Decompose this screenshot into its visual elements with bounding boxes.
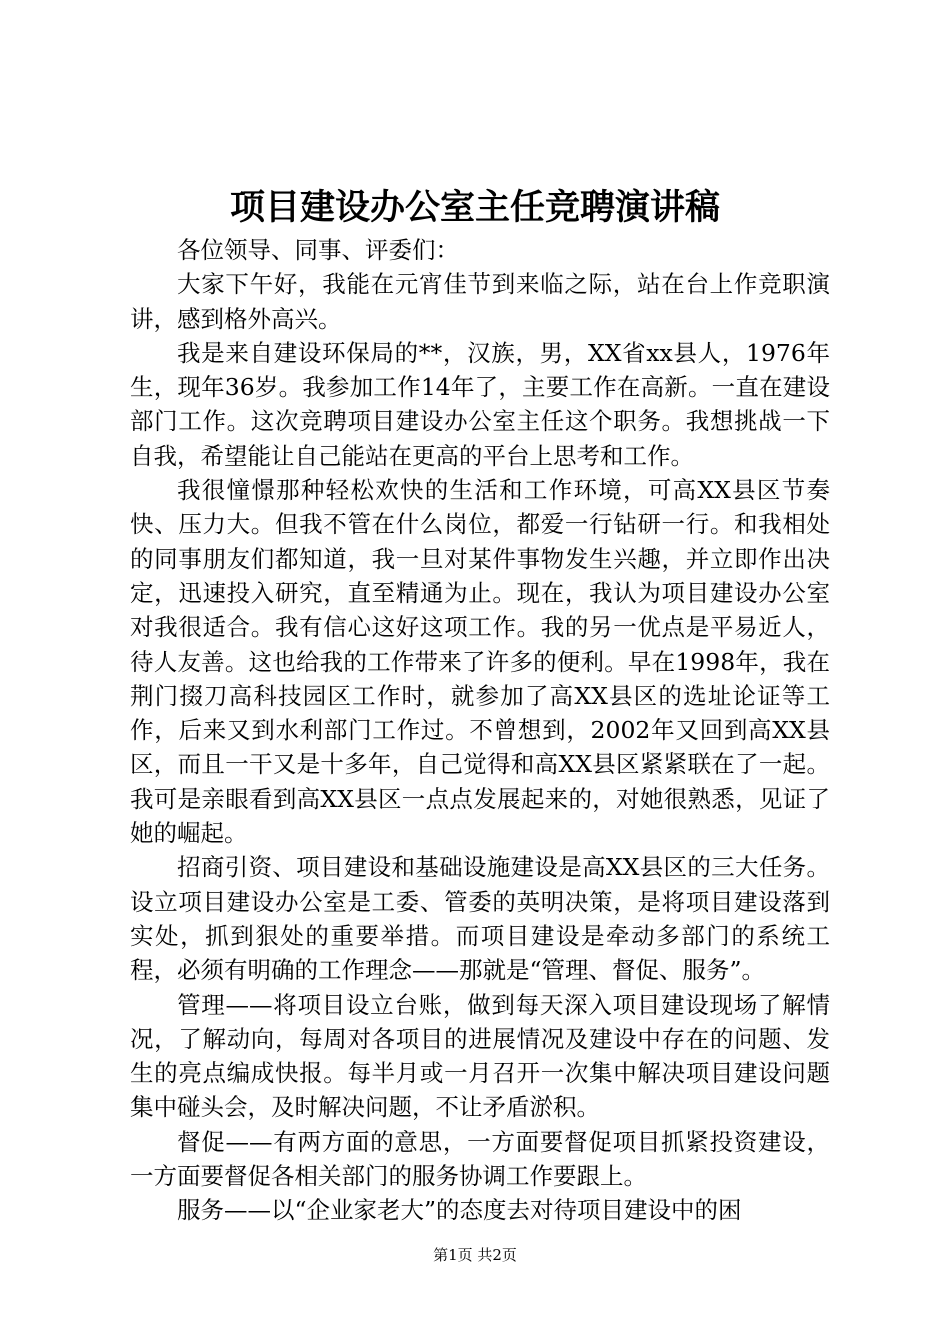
body-paragraph: 管理——将项目设立台账，做到每天深入项目建设现场了解情况，了解动向，每周对各项目的进展情况及建设中存在的问题、发生的亮点编成快报。每半月或一月召开一次集中解决项目建设问题集中碰头会，及时解决问题，不让矛盾淤积。 [130,990,830,1122]
body-paragraph: 我很憧憬那种轻松欢快的生活和工作环境，可高XX县区节奏快、压力大。但我不管在什么岗位，都爱一行钻研一行。和我相处的同事朋友们都知道，我一旦对某件事物发生兴趣，并立即作出决定，迅速投入研究，直至精通为止。现在，我认为项目建设办公室对我很适合。我有信心这好这项工作。我的另一优点是平易近人，待人友善。这也给我的工作带来了许多的便利。早在1998年，我在荆门掇刀高科技园区工作时，就参加了高XX县区的选址论证等工作，后来又到水利部门工作过。不曾想到，2002年又回到高XX县区，而且一干又是十多年，自己觉得和高XX县区紧紧联在了一起。我可是亲眼看到高XX县区一点点发展起来的，对她很熟悉，见证了她的崛起。 [130,476,830,848]
body-paragraph: 大家下午好，我能在元宵佳节到来临之际，站在台上作竞职演讲，感到格外高兴。 [130,270,830,333]
body-paragraph: 招商引资、项目建设和基础设施建设是高XX县区的三大任务。设立项目建设办公室是工委、管委的英明决策，是将项目建设落到实处，抓到狠处的重要举措。而项目建设是牵动多部门的系统工程，必须有明确的工作理念——那就是“管理、督促、服务”。 [130,853,830,985]
body-paragraph: 督促——有两方面的意思，一方面要督促项目抓紧投资建设，一方面要督促各相关部门的服务协调工作要跟上。 [130,1127,830,1191]
document-body [130,233,830,1228]
salutation-paragraph: 各位领导、同事、评委们： [177,236,459,264]
body-paragraph: 服务——以“企业家老大”的态度去对待项目建设中的困 [177,1196,742,1225]
document-title: 项目建设办公室主任竞聘演讲稿 [229,187,720,228]
body-paragraph: 我是来自建设环保局的**，汉族，男，XX省xx县人，1976年生，现年36岁。我参加工作14年了，主要工作在高新。一直在建设部门工作。这次竞聘项目建设办公室主任这个职务。我想挑战一下自我，希望能让自己能站在更高的平台上思考和工作。 [130,338,830,470]
page-number-footer: 第1页 共2页 [433,1246,517,1264]
